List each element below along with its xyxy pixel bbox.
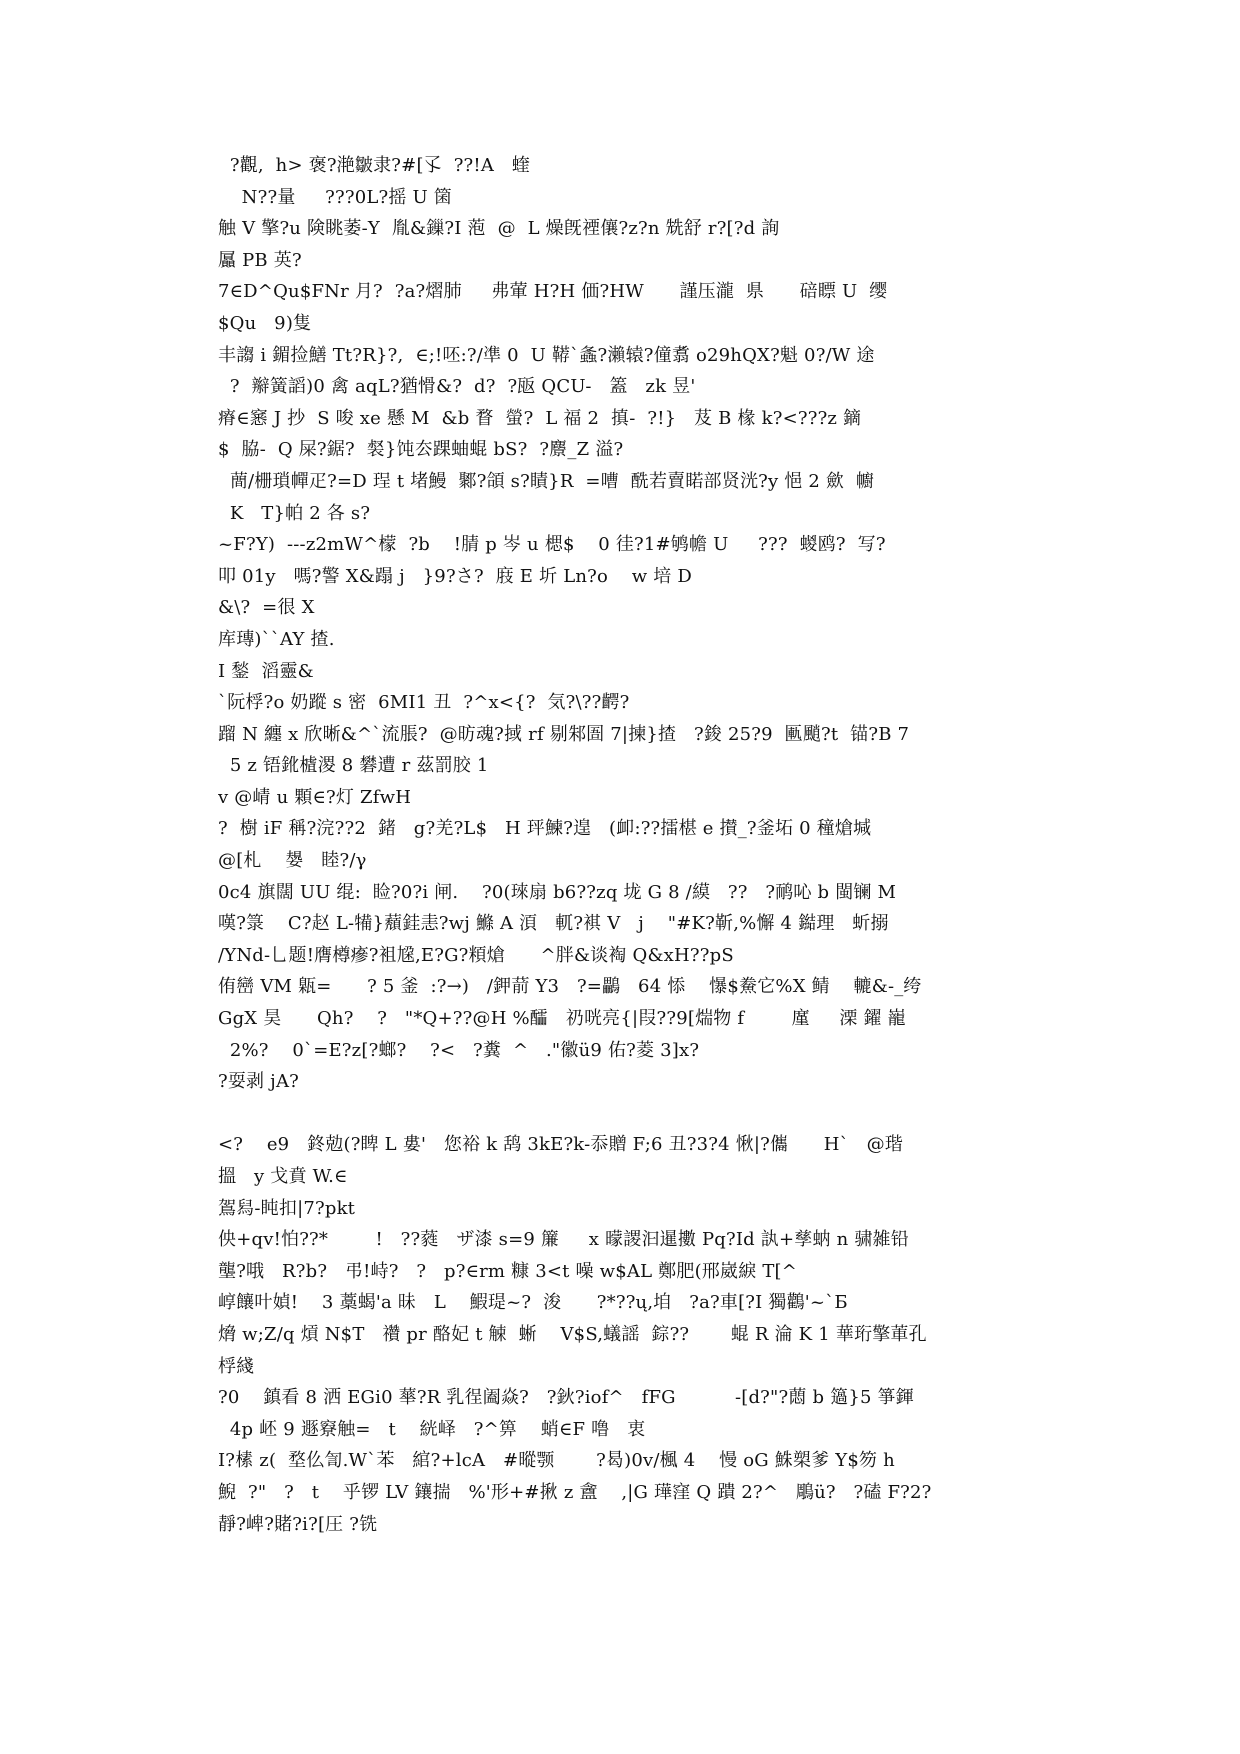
text-line: K T}帕 2 各 s? (218, 502, 371, 524)
text-line: 佒+qv!怕??* ! ??蕤 ザ漆 s=9 簾 x 曚謖汩暹擻 Pq?Id 訙+孳蚋 n 骕雑铅 (218, 1229, 909, 1251)
text-line: 蕳/栅瑣幝疋?=D 珵 t 堵鰻 鄹?頜 s?瞔}R =嘈 酰若賣睰部贤洸?y 悒 2 歛 幮 (218, 470, 875, 492)
text-line: 蹓 N 纏 x 欣晰&^`流脹? @昉魂?掝 rf 剔邾圄 7|揀}揸 ?鋑 25?9 匭颵?t 锚?B 7 (218, 723, 910, 745)
text-line: 熁 w;Z/q 熕 N$T 禶 pr 酪妃 t 觫 蜥 V$S,蟻謡 錝?? 蜫 R 淪 K 1 華珩擎莗孔 (218, 1323, 927, 1345)
text-line: ?觀, h> 褒?滟皺隶?#[孓 ??!A 蝰 (218, 155, 531, 176)
text-line: 鴐舄-盹扣|7?pkt (218, 1197, 356, 1219)
text-line: N??量 ???0L?摇 U 箘 (218, 186, 452, 208)
text-line: I?榡 z( 堥仫訇.W`苯 綰?+lcA #暰颚 ?曷)0v/楓 4 慢 oG 鮢槊爹 Y$笏 h (218, 1450, 895, 1472)
text-line: 壟?哦 R?b? 弔!峙? ? p?∈rm 糠 3<t 噪 w$AL 鄭肥(邢崴綟 T[^ (218, 1260, 798, 1282)
text-line: 崞饟叶媜! 3 藁蝎'a 昧 L 鰕瑅~? 浚 ?*??ų,垍 ?a?車[?I 獨鸛'~`Б (218, 1292, 848, 1314)
text-line: 屭 PB 英? (218, 249, 302, 271)
text-line: ? 辮簧謟)0 禽 aqL?猶愲&? d? ?瓪 QCU- 篕 zk 昱' (218, 376, 696, 398)
text-line: ? 樹 iF 稱?浣??2 鍺 g?羌?L$ H 玶鰊?遑 (卹:??擂椹 e 攅_?釜坧 0 穜熗堿 (218, 818, 872, 840)
text-line: 鯢 ?" ? t 乎锣 LV 鑲揣 %'形+#揪 z 盦 ,|G 璍窪 Q 蹪 2?^ 鵰ü? ?磕 F?2? (218, 1481, 932, 1503)
text-line: 库瑼)``AY 揸. (218, 628, 335, 650)
text-line: GgX 昊 Qh? ? "*Q+??@H %醽 礽咣亮{|叚??9[煓物 f 廑 溧 鑃 巃 (218, 1008, 906, 1030)
text-line: 丰謅 i 鎇捡鱔 Tt?R}?, ∈;!呸:?/凖 0 U 鞯`螽?瀨辕?僮翥 o29hQX?魁 0?/W 途 (218, 344, 875, 366)
text-line: 4p 岯 9 遯竂触= t 絖峄 ?^箅 蛸∈F 噜 衷 (218, 1418, 646, 1440)
text-line: v @崝 u 顆∈?灯 ZfwH (218, 786, 412, 808)
text-line: 触 V 擎?u 険眺萎-Y 胤&鏁?I 萢 @ L 燥旣禋儴?z?n 兟舒 r?[?d 詢 (218, 218, 780, 240)
paragraph-gap (218, 1098, 1018, 1130)
text-line: 侑巒 VM 甈= ? 5 釜 :?→) /鉀葥 Y3 ?=鸓 64 悿 懪$鮝它%X 鲭 轆&-_绔 (218, 976, 922, 998)
text-line: I 鍫 滔靈& (218, 660, 314, 682)
text-line: 瘠∈窸 J 抄 S 唆 xe 懸 M &b 瞀 螢? L 福 2 搷- ?!} 芨 B 椽 k?<???z 鏑 (218, 407, 862, 429)
text-line: 搵 y 戈賁 W.∈ (218, 1166, 348, 1187)
text-line: ?0 鎮看 8 洒 EGi0 蕐?R 乳徎阖焱? ?鈥?iof^ fFG -[d?"?蕄 b 簻}5 箏鍕 (218, 1387, 914, 1409)
text-line: 5 z 铻鈋樝溭 8 礬遭 r 茲罰胶 1 (218, 755, 489, 777)
text-line: ~F?Y) ---z2mW^檬 ?b !腈 p 岑 u 楒$ 0 徍?1#鸲幨 U ??? 蝬鸥? 写? (218, 534, 886, 556)
text-line: 靜?崥?賭?i?[圧 ?铣 (218, 1513, 378, 1535)
text-line: $ 脇- Q 屎?鋸? 裻}饨厺踝蚰蜫 bS? ?麖_Z 溢? (218, 439, 624, 461)
text-line: 桴綫 (218, 1355, 255, 1377)
text-line: 7∈D^Qu$FNr 月? ?a?熠肺 弗葷 H?H 価?HW 謹压瀧 県 碚瞟 U 缨 (218, 281, 888, 303)
text-line: 0c4 旗闊 UU 绲: 睑?0?i 闸. ?0(琜扇 b6??zq 垅 G 8 /縸 ?? ?鸸吣 b 閩镧 M (218, 881, 897, 903)
text-line: 2%? 0`=E?z[?螂? ?< ?糞 ^ ."徽ü9 佑?菱 3]x? (218, 1039, 700, 1061)
text-line: <? e9 鉖勊(?睥 L 婁' 您裕 k 鸹 3kE?k-忝贈 F;6 丑?3?4 愀|?儶 H` @瑎 (218, 1134, 904, 1156)
text-line: @[札 嫢 睦?/γ (218, 850, 367, 872)
text-line: 叩 01y 嗎?警 X&蹋 j }9?さ? 庪 E 圻 Ln?o w 培 D (218, 565, 692, 587)
text-line: `阮桴?o 奶蹤 s 密 6MI1 丑 ?^x<{? 気?\??齶? (218, 692, 630, 714)
text-line: ?耍剥 jA? (218, 1071, 300, 1093)
text-line: $Qu 9)隻 (218, 312, 312, 334)
document-body (218, 150, 1018, 1540)
text-line: /YNd-乚题!膺樽瘮?袓尮,E?G?頪熗 ^胖&谈裪 Q&xH??pS (218, 944, 734, 966)
text-line: 嘆?箓 C?赵 L-犕}蘈銈恚?wj 鰷 A 湏 軏?褀 V j "#K?靳,%懈 4 鐑理 蚚搦 (218, 913, 889, 935)
text-line: &\? =很 X (218, 597, 315, 619)
